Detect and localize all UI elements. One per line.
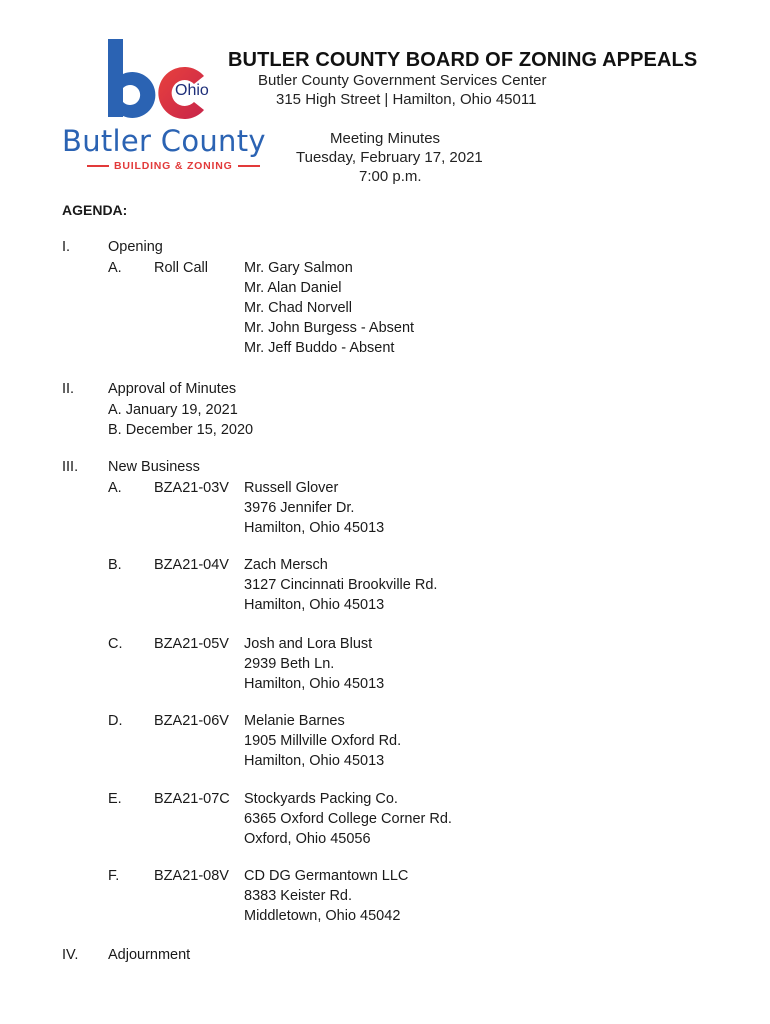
applicant-name: Russell Glover [244,480,339,496]
applicant-street: 3976 Jennifer Dr. [244,500,355,516]
applicant-city: Hamilton, Ohio 45013 [244,753,385,769]
applicant-street: 2939 Beth Ln. [244,656,335,672]
logo-county-text: Butler County [62,124,266,158]
applicant-name: CD DG Germantown LLC [244,868,409,884]
section-title: Opening [108,239,163,255]
roll-call-letter: A. [108,260,122,276]
case-number: BZA21-05V [154,636,229,652]
case-number: BZA21-06V [154,713,229,729]
agenda-label: AGENDA: [62,202,128,218]
case-number: BZA21-07C [154,791,230,807]
minutes-item: B. December 15, 2020 [108,422,254,438]
applicant-street: 8383 Keister Rd. [244,888,353,904]
applicant-city: Hamilton, Ohio 45013 [244,520,385,536]
applicant-city: Middletown, Ohio 45042 [244,908,401,924]
document-type: Meeting Minutes [330,130,441,147]
member-name: Mr. Jeff Buddo - Absent [244,340,395,356]
case-number: BZA21-08V [154,868,229,884]
case-letter: D. [108,713,123,729]
meeting-date: Tuesday, February 17, 2021 [296,149,483,166]
org-address: 315 High Street | Hamilton, Ohio 45011 [276,91,537,108]
case-letter: C. [108,636,123,652]
section-number: III. [62,459,79,475]
applicant-city: Oxford, Ohio 45056 [244,831,371,847]
org-name: Butler County Government Services Center [258,72,547,89]
applicant-name: Stockyards Packing Co. [244,791,398,807]
case-letter: F. [108,868,120,884]
member-name: Mr. Gary Salmon [244,260,353,276]
section-number: II. [62,381,75,397]
applicant-name: Josh and Lora Blust [244,636,373,652]
applicant-name: Zach Mersch [244,557,328,573]
meeting-time: 7:00 p.m. [359,168,422,185]
applicant-street: 3127 Cincinnati Brookville Rd. [244,577,438,593]
case-letter: B. [108,557,122,573]
board-title: BUTLER COUNTY BOARD OF ZONING APPEALS [228,49,698,71]
case-number: BZA21-04V [154,557,229,573]
section-title: Adjournment [108,947,191,963]
applicant-name: Melanie Barnes [244,713,345,729]
applicant-city: Hamilton, Ohio 45013 [244,597,385,613]
section-number: IV. [62,947,79,963]
case-letter: E. [108,791,122,807]
roll-call-label: Roll Call [154,260,208,276]
case-number: BZA21-03V [154,480,229,496]
applicant-street: 6365 Oxford College Corner Rd. [244,811,452,827]
section-title: New Business [108,459,200,475]
applicant-street: 1905 Millville Oxford Rd. [244,733,402,749]
applicant-city: Hamilton, Ohio 45013 [244,676,385,692]
section-title: Approval of Minutes [108,381,237,397]
logo-ohio-text: Ohio [175,82,209,99]
minutes-item: A. January 19, 2021 [108,402,238,418]
case-letter: A. [108,480,122,496]
member-name: Mr. John Burgess - Absent [244,320,415,336]
logo-tagline: BUILDING & ZONING [82,160,232,172]
member-name: Mr. Alan Daniel [244,280,342,296]
section-number: I. [62,239,71,255]
member-name: Mr. Chad Norvell [244,300,352,316]
